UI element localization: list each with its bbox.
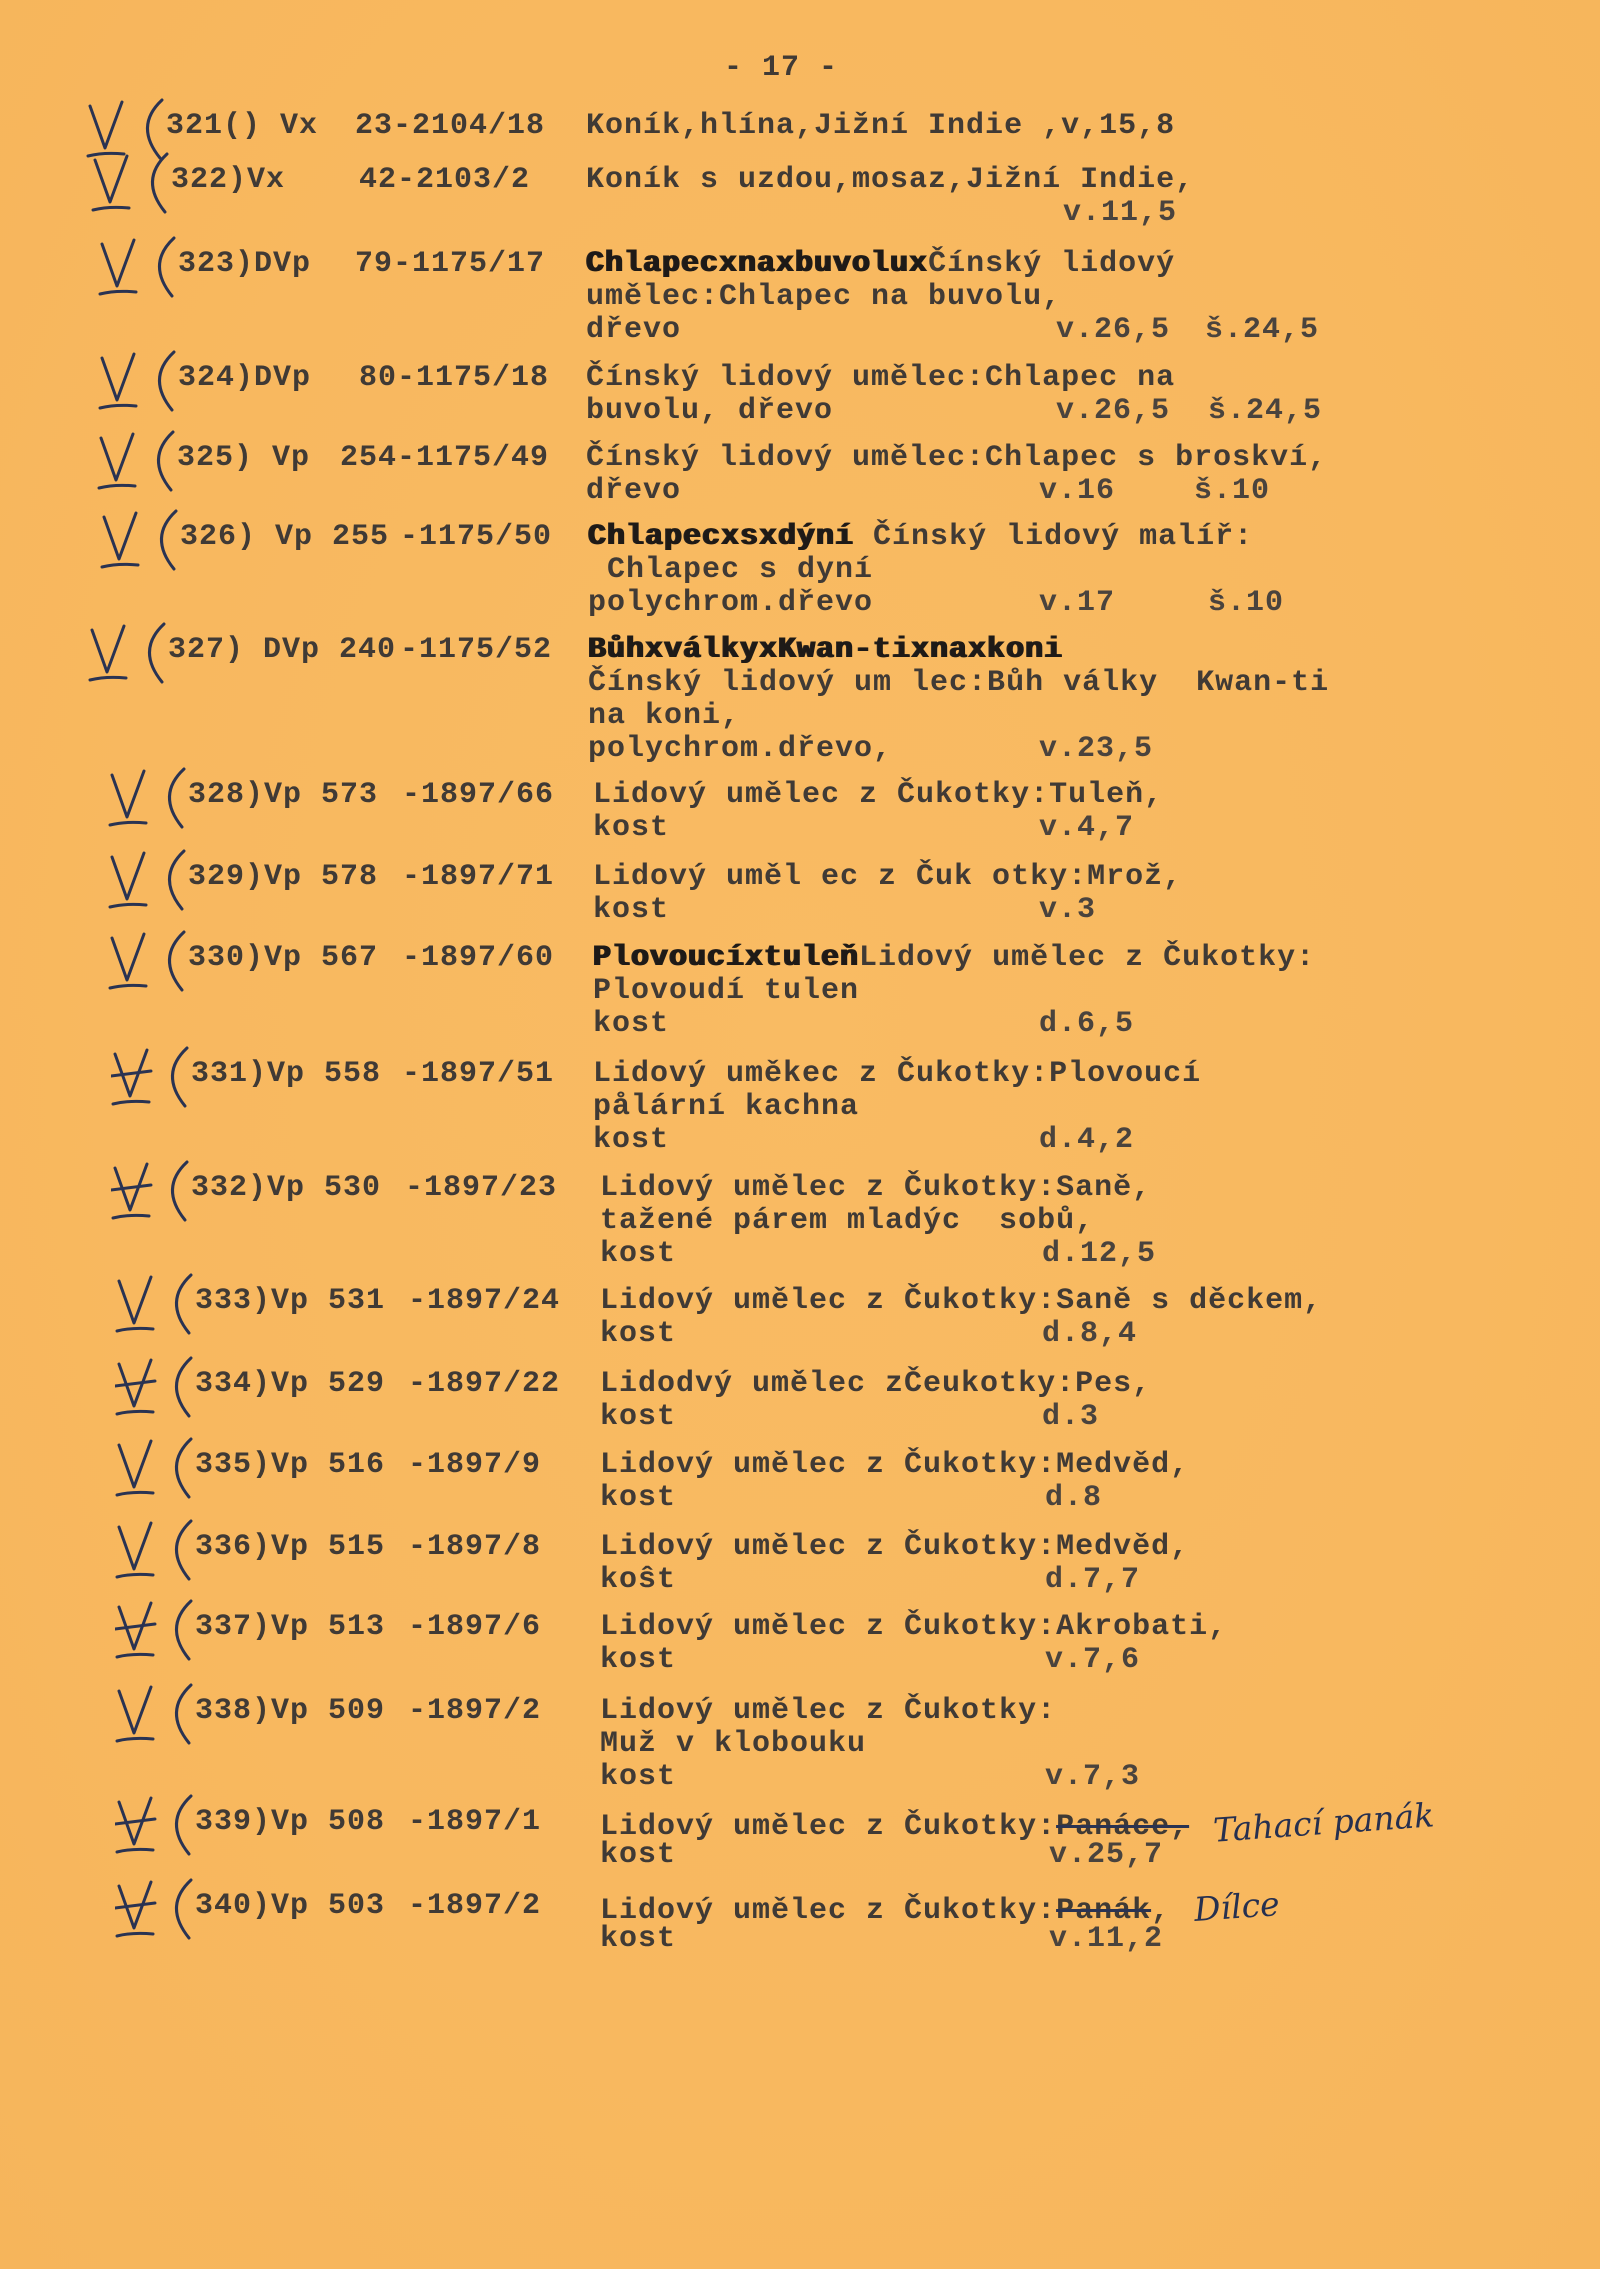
inventory-number: 326) Vp 255 xyxy=(180,520,390,554)
inventory-number: 337)Vp 513 xyxy=(195,1610,386,1644)
description-line xyxy=(0,1058,1600,1091)
inventory-number: 333)Vp 531 xyxy=(195,1284,386,1318)
accession-code: -1175/50 xyxy=(400,520,553,554)
description xyxy=(593,812,669,845)
description-line xyxy=(0,475,1600,508)
inventory-number: 338)Vp 509 xyxy=(195,1694,386,1728)
description-text: dřevo xyxy=(586,474,682,508)
description-line xyxy=(0,248,1600,281)
description-line xyxy=(0,1728,1600,1761)
description-line xyxy=(0,1761,1600,1794)
description xyxy=(600,1531,1189,1564)
description-text: Čínský lidový malíř: xyxy=(854,520,1254,554)
description xyxy=(593,942,1315,975)
description-text: tažené párem mladýc sobů, xyxy=(600,1204,1095,1238)
description-line xyxy=(0,1124,1600,1157)
description-line xyxy=(0,942,1600,975)
description-line xyxy=(0,1695,1600,1728)
inventory-number: 330)Vp 567 xyxy=(188,941,379,975)
inventory-number: 335)Vp 516 xyxy=(195,1448,386,1482)
accession-code: -1897/6 xyxy=(408,1610,542,1644)
description-line xyxy=(0,1368,1600,1401)
inventory-number: 328)Vp 573 xyxy=(188,778,379,812)
dimension-value: v.11,2 xyxy=(1049,1922,1164,1956)
dimension-value: v.17 xyxy=(1039,586,1116,620)
description xyxy=(586,281,1061,314)
description-text: Lidový umělec z Čukotky:Saně s děckem, xyxy=(600,1284,1323,1318)
description-text: Lidový uměkec z Čukotky:Plovoucí xyxy=(593,1057,1202,1091)
description-text: kost xyxy=(600,1838,677,1872)
inventory-number: 321() Vx xyxy=(166,109,319,143)
handwritten-annotation: Dílce xyxy=(1192,1884,1281,1929)
description-text: kost xyxy=(600,1317,677,1351)
description xyxy=(600,1728,866,1761)
handwritten-annotation: Tahací panák xyxy=(1212,1795,1436,1850)
description-line xyxy=(0,1205,1600,1238)
description-line xyxy=(0,362,1600,395)
accession-code: -1897/51 xyxy=(402,1057,555,1091)
description xyxy=(600,1172,1151,1205)
description-line xyxy=(0,1318,1600,1351)
inventory-number: 331)Vp 558 xyxy=(191,1057,382,1091)
description-text: kost xyxy=(600,1922,677,1956)
dimension-value: v.11,5 xyxy=(1063,196,1178,230)
description-line xyxy=(0,1611,1600,1644)
description-line xyxy=(0,733,1600,766)
description xyxy=(588,634,1063,667)
description xyxy=(588,700,740,733)
description xyxy=(593,1124,669,1157)
description-text: Čínský lidový umělec:Chlapec na xyxy=(586,361,1176,395)
description-line xyxy=(0,587,1600,620)
description-line xyxy=(0,812,1600,845)
dimension-value: v.26,5 xyxy=(1056,394,1171,428)
description-line xyxy=(0,1839,1600,1872)
description-line xyxy=(0,779,1600,812)
description xyxy=(600,1839,676,1872)
description-line xyxy=(0,1923,1600,1956)
description-line xyxy=(0,1795,1600,1850)
description xyxy=(600,1205,1094,1238)
description-line xyxy=(0,1238,1600,1271)
overtyped-text: Chlapecxsxdýní xyxy=(588,520,855,554)
description xyxy=(600,1285,1322,1318)
dimension-value: v.26,5 xyxy=(1056,313,1171,347)
dimension-value: v.23,5 xyxy=(1039,732,1154,766)
description xyxy=(593,1091,859,1124)
inventory-number: 334)Vp 529 xyxy=(195,1367,386,1401)
description-line xyxy=(0,1531,1600,1564)
description xyxy=(586,442,1327,475)
accession-code: 79-1175/17 xyxy=(355,247,546,281)
description-line xyxy=(0,894,1600,927)
description-text: Lidový umělec z Čukotky:Medvěd, xyxy=(600,1530,1190,1564)
accession-code: -1897/8 xyxy=(408,1530,542,1564)
description-text: Čínský lidový um lec:Bůh války Kwan-ti xyxy=(588,666,1330,700)
inventory-number: 340)Vp 503 xyxy=(195,1889,386,1923)
dimension-value: d.7,7 xyxy=(1045,1563,1141,1597)
description-line xyxy=(0,1884,1600,1929)
description xyxy=(600,1482,676,1515)
description-line xyxy=(0,164,1600,197)
description-line xyxy=(0,395,1600,428)
dimension-value: š.10 xyxy=(1208,586,1285,620)
overtyped-text: BůhxválkyxKwan-tixnaxkoni xyxy=(588,633,1064,667)
description-text: Lidový uměl ec z Čuk otky:Mrož, xyxy=(593,860,1183,894)
description-line xyxy=(0,442,1600,475)
description xyxy=(600,1695,1056,1728)
dimension-value: v.3 xyxy=(1039,893,1097,927)
description-text: na koni, xyxy=(588,699,741,733)
description-text: kost xyxy=(600,1760,677,1794)
description xyxy=(600,1761,676,1794)
description xyxy=(600,1401,676,1434)
description xyxy=(600,1368,1151,1401)
description-text: Plovoudí tulen xyxy=(593,974,860,1008)
inventory-number: 323)DVp xyxy=(178,247,312,281)
description-text: buvolu, dřevo xyxy=(586,394,834,428)
description xyxy=(588,733,892,766)
dimension-value: v.4,7 xyxy=(1039,811,1135,845)
description-line xyxy=(0,110,1600,143)
accession-code: 254-1175/49 xyxy=(340,441,550,475)
overtyped-text: Chlapecxnaxbuvolux xyxy=(586,247,929,281)
dimension-value: d.4,2 xyxy=(1039,1123,1135,1157)
description xyxy=(588,667,1329,700)
description-line xyxy=(0,281,1600,314)
description-text: polychrom.dřevo, xyxy=(588,732,893,766)
description-text: Lidový umělec z Čukotky:Tuleň, xyxy=(593,778,1164,812)
description-text: kost xyxy=(600,1643,677,1677)
struck-text: Panák xyxy=(1056,1894,1152,1928)
dimension-value: d.12,5 xyxy=(1042,1237,1157,1271)
description-text: Lidový umělec z Čukotky: xyxy=(600,1694,1057,1728)
accession-code: -1897/60 xyxy=(402,941,555,975)
description-line xyxy=(0,1285,1600,1318)
description xyxy=(600,1611,1227,1644)
description-text: kost xyxy=(600,1237,677,1271)
description-text: kost xyxy=(593,811,670,845)
description-line xyxy=(0,1172,1600,1205)
description-line xyxy=(0,1449,1600,1482)
description xyxy=(586,164,1194,197)
description xyxy=(600,1449,1189,1482)
description xyxy=(588,554,873,587)
description-line xyxy=(0,1091,1600,1124)
accession-code: -1897/71 xyxy=(402,860,555,894)
description-line xyxy=(0,1644,1600,1677)
description-text: Koník,hlína,Jižní Indie ,v,15,8 xyxy=(586,109,1176,143)
description-text: Lidodvý umělec zČeukotky:Pes, xyxy=(600,1367,1152,1401)
description-text: Koník s uzdou,mosaz,Jižní Indie, xyxy=(586,163,1195,197)
dimension-value: d.8,4 xyxy=(1042,1317,1138,1351)
page-number: - 17 - xyxy=(724,51,839,85)
accession-code: 42-2103/2 xyxy=(359,163,531,197)
description-line xyxy=(0,314,1600,347)
description-text: kost xyxy=(593,1123,670,1157)
description xyxy=(593,1058,1201,1091)
description-text: polychrom.dřevo xyxy=(588,586,874,620)
description-line xyxy=(0,861,1600,894)
description-text: Lidový umělec z Čukotky:Saně, xyxy=(600,1171,1152,1205)
description-text: Lidový umělec z Čukotky:Akrobati, xyxy=(600,1610,1228,1644)
description-line xyxy=(0,634,1600,667)
description-text: Lidový umělec z Čukotky: xyxy=(600,1810,1057,1844)
description-text: umělec:Chlapec na buvolu, xyxy=(586,280,1062,314)
description-text: Lidový umělec z Čukotky: xyxy=(859,941,1316,975)
dimension-value: v.25,7 xyxy=(1049,1838,1164,1872)
description xyxy=(588,587,873,620)
description xyxy=(586,248,1175,281)
description-line xyxy=(0,1564,1600,1597)
inventory-number: 339)Vp 508 xyxy=(195,1805,386,1839)
description-line xyxy=(0,554,1600,587)
description-line xyxy=(0,667,1600,700)
description-line xyxy=(0,975,1600,1008)
description xyxy=(593,779,1163,812)
inventory-number: 336)Vp 515 xyxy=(195,1530,386,1564)
dimension-value: d.3 xyxy=(1042,1400,1100,1434)
dimension-value: v.7,6 xyxy=(1045,1643,1141,1677)
description xyxy=(586,475,681,508)
description-text: kost xyxy=(593,893,670,927)
description xyxy=(586,314,681,347)
accession-code: -1897/9 xyxy=(408,1448,542,1482)
dimension-value: d.8 xyxy=(1045,1481,1103,1515)
inventory-number: 322)Vx xyxy=(171,163,286,197)
accession-code: -1175/52 xyxy=(400,633,553,667)
accession-code: -1897/24 xyxy=(408,1284,561,1318)
description xyxy=(600,1564,676,1597)
dimension-value: š.24,5 xyxy=(1208,394,1323,428)
description-line xyxy=(0,1401,1600,1434)
description-text: , xyxy=(1151,1894,1171,1928)
description xyxy=(593,861,1182,894)
inventory-number: 332)Vp 530 xyxy=(191,1171,382,1205)
description xyxy=(593,894,669,927)
description xyxy=(586,110,1175,143)
struck-text: Panáce, xyxy=(1056,1810,1190,1844)
accession-code: -1897/2 xyxy=(408,1889,542,1923)
description-line xyxy=(0,197,1600,230)
description-line xyxy=(0,700,1600,733)
dimension-value: v.7,3 xyxy=(1045,1760,1141,1794)
description xyxy=(600,1923,676,1956)
description-text: Lidový umělec z Čukotky: xyxy=(600,1894,1057,1928)
description xyxy=(600,1318,676,1351)
description xyxy=(593,1008,669,1041)
description-text: Chlapec s dyní xyxy=(588,553,874,587)
description xyxy=(588,521,1253,554)
accession-code: -1897/2 xyxy=(408,1694,542,1728)
dimension-value: v.16 xyxy=(1039,474,1116,508)
description-line xyxy=(0,1482,1600,1515)
accession-code: 23-2104/18 xyxy=(355,109,546,143)
overtyped-text: Plovoucíxtuleň xyxy=(593,941,860,975)
description-text: kost xyxy=(600,1400,677,1434)
inventory-number: 325) Vp xyxy=(177,441,311,475)
accession-code: -1897/1 xyxy=(408,1805,542,1839)
description-text: kost xyxy=(600,1481,677,1515)
inventory-number: 327) DVp 240 xyxy=(168,633,397,667)
dimension-value: š.10 xyxy=(1194,474,1271,508)
description-text: koŝt xyxy=(600,1563,677,1597)
description-line xyxy=(0,521,1600,554)
description xyxy=(600,1644,676,1677)
description-text: Lidový umělec z Čukotky:Medvěd, xyxy=(600,1448,1190,1482)
description-text: dřevo xyxy=(586,313,682,347)
dimension-value: š.24,5 xyxy=(1205,313,1320,347)
description-text: Čínský lidový umělec:Chlapec s broskví, xyxy=(586,441,1328,475)
description-line xyxy=(0,1008,1600,1041)
description xyxy=(586,395,833,428)
dimension-value: d.6,5 xyxy=(1039,1007,1135,1041)
accession-code: -1897/23 xyxy=(405,1171,558,1205)
accession-code: 80-1175/18 xyxy=(359,361,550,395)
accession-code: -1897/66 xyxy=(402,778,555,812)
description-text: pålární kachna xyxy=(593,1090,860,1124)
description-text: Muž v klobouku xyxy=(600,1727,867,1761)
inventory-number: 329)Vp 578 xyxy=(188,860,379,894)
accession-code: -1897/22 xyxy=(408,1367,561,1401)
description xyxy=(593,975,859,1008)
description-text: Čínský lidový xyxy=(928,247,1176,281)
description xyxy=(586,362,1175,395)
inventory-number: 324)DVp xyxy=(178,361,312,395)
description xyxy=(600,1238,676,1271)
description-text: kost xyxy=(593,1007,670,1041)
